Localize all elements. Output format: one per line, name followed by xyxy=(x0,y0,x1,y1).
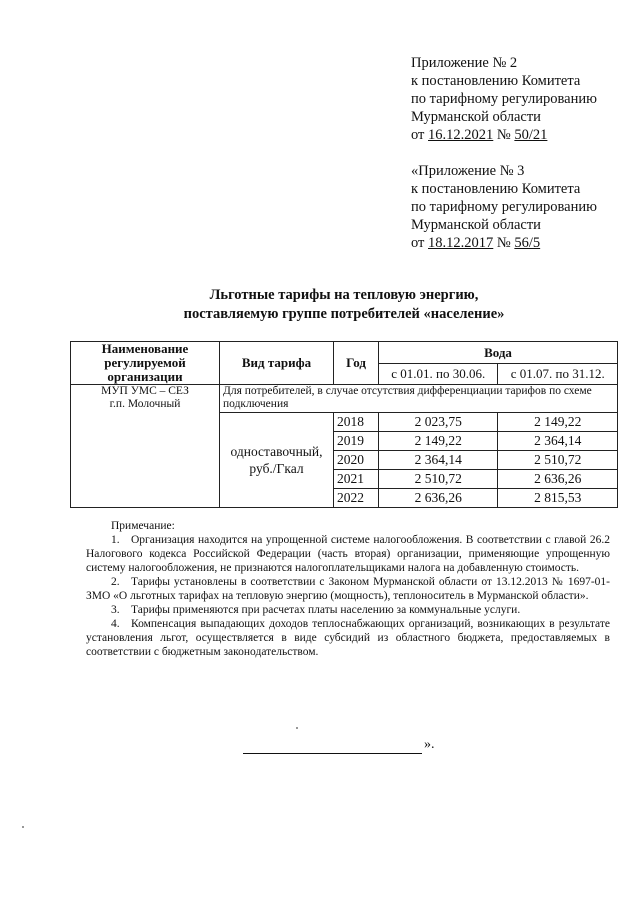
appendix-number: 50/21 xyxy=(514,127,548,143)
appendix-header-new xyxy=(411,54,631,144)
note-item xyxy=(86,617,610,659)
appendix-number-sign: № xyxy=(496,127,511,143)
appendix-line: Мурманской области xyxy=(411,109,541,125)
notes-section xyxy=(86,519,610,659)
header-org: Наименование регулируемой организации xyxy=(71,342,220,385)
title-line-1: Льготные тарифы на тепловую энергию, xyxy=(209,287,479,303)
scan-speck xyxy=(296,727,298,729)
note-text: Организация находится на упрощенной системе налогообложения. В соответствии с главой 26.2 Налогового кодекса Российской Федерации (часть вторая) организации, применяющие упрощенную систему налогообложения, не признаются налогоплательщиками налога на добавленную стоимость. xyxy=(86,534,610,574)
appendix-number: 56/5 xyxy=(514,235,541,251)
note-item xyxy=(86,533,610,575)
value-cell: 2 364,14 xyxy=(379,451,498,470)
header-tariff-kind: Вид тарифа xyxy=(220,342,334,385)
value-cell: 2 815,53 xyxy=(498,489,618,508)
value-cell: 2 510,72 xyxy=(498,451,618,470)
document-title xyxy=(0,286,640,324)
scan-speck xyxy=(22,826,24,828)
note-number: 3. xyxy=(111,604,120,616)
table-row xyxy=(71,385,618,413)
tariff-unit: руб./Гкал xyxy=(249,461,304,476)
year-cell: 2021 xyxy=(334,470,379,489)
header-period-1: с 01.01. по 30.06. xyxy=(379,364,498,385)
year-cell: 2022 xyxy=(334,489,379,508)
value-cell: 2 364,14 xyxy=(498,432,618,451)
closing-line xyxy=(243,741,422,754)
tariff-kind-cell xyxy=(220,413,334,508)
appendix-line: к постановлению Комитета xyxy=(411,181,581,197)
title-line-2: поставляемую группе потребителей «население» xyxy=(183,306,505,322)
value-cell: 2 636,26 xyxy=(498,470,618,489)
note-item xyxy=(86,603,610,617)
appendix-title: «Приложение № 3 xyxy=(411,163,525,179)
appendix-date: 16.12.2021 xyxy=(428,127,494,143)
note-text: Тарифы установлены в соответствии с Законом Мурманской области от 13.12.2013 № 1697-01-ЗМО «О льготных тарифах на тепловую энергию (мощность), теплоноситель в Мурманской области». xyxy=(86,576,610,602)
value-cell: 2 149,22 xyxy=(498,413,618,432)
org-cell xyxy=(71,385,220,508)
consumer-note: Для потребителей, в случае отсутствия дифференциации тарифов по схеме подключения xyxy=(220,385,618,413)
appendix-number-sign: № xyxy=(496,235,511,251)
year-cell: 2018 xyxy=(334,413,379,432)
note-number: 1. xyxy=(111,534,120,546)
appendix-line: по тарифному регулированию xyxy=(411,91,597,107)
year-cell: 2020 xyxy=(334,451,379,470)
header-year: Год xyxy=(334,342,379,385)
appendix-date-line xyxy=(411,126,631,144)
value-cell: 2 636,26 xyxy=(379,489,498,508)
header-period-2: с 01.07. по 31.12. xyxy=(498,364,618,385)
appendix-line: по тарифному регулированию xyxy=(411,199,597,215)
note-text: Тарифы применяются при расчетах платы населению за коммунальные услуги. xyxy=(131,604,521,616)
appendix-line: к постановлению Комитета xyxy=(411,73,581,89)
table-header-row xyxy=(71,342,618,364)
note-number: 4. xyxy=(111,618,120,630)
appendix-title: Приложение № 2 xyxy=(411,55,518,71)
tariff-table xyxy=(70,341,618,508)
value-cell: 2 510,72 xyxy=(379,470,498,489)
appendix-header-old xyxy=(411,162,631,252)
appendix-line: Мурманской области xyxy=(411,217,541,233)
value-cell: 2 023,75 xyxy=(379,413,498,432)
org-location: г.п. Молочный xyxy=(109,398,181,410)
year-cell: 2019 xyxy=(334,432,379,451)
appendix-date: 18.12.2017 xyxy=(428,235,494,251)
closing-quote: ». xyxy=(424,737,435,752)
header-water: Вода xyxy=(379,342,618,364)
note-text: Компенсация выпадающих доходов теплоснабжающих организаций, возникающих в результате установления льгот, осуществляется в виде субсидий из областного бюджета, предоставляемых в соответствии с бюджетным законодательством. xyxy=(86,618,610,658)
value-cell: 2 149,22 xyxy=(379,432,498,451)
appendix-date-line xyxy=(411,234,631,252)
note-number: 2. xyxy=(111,576,120,588)
org-name: МУП УМС – СЕЗ xyxy=(101,385,189,397)
appendix-from: от xyxy=(411,235,425,251)
notes-heading: Примечание: xyxy=(111,520,175,532)
appendix-from: от xyxy=(411,127,425,143)
tariff-kind: одноставочный, xyxy=(230,444,323,459)
note-item xyxy=(86,575,610,603)
